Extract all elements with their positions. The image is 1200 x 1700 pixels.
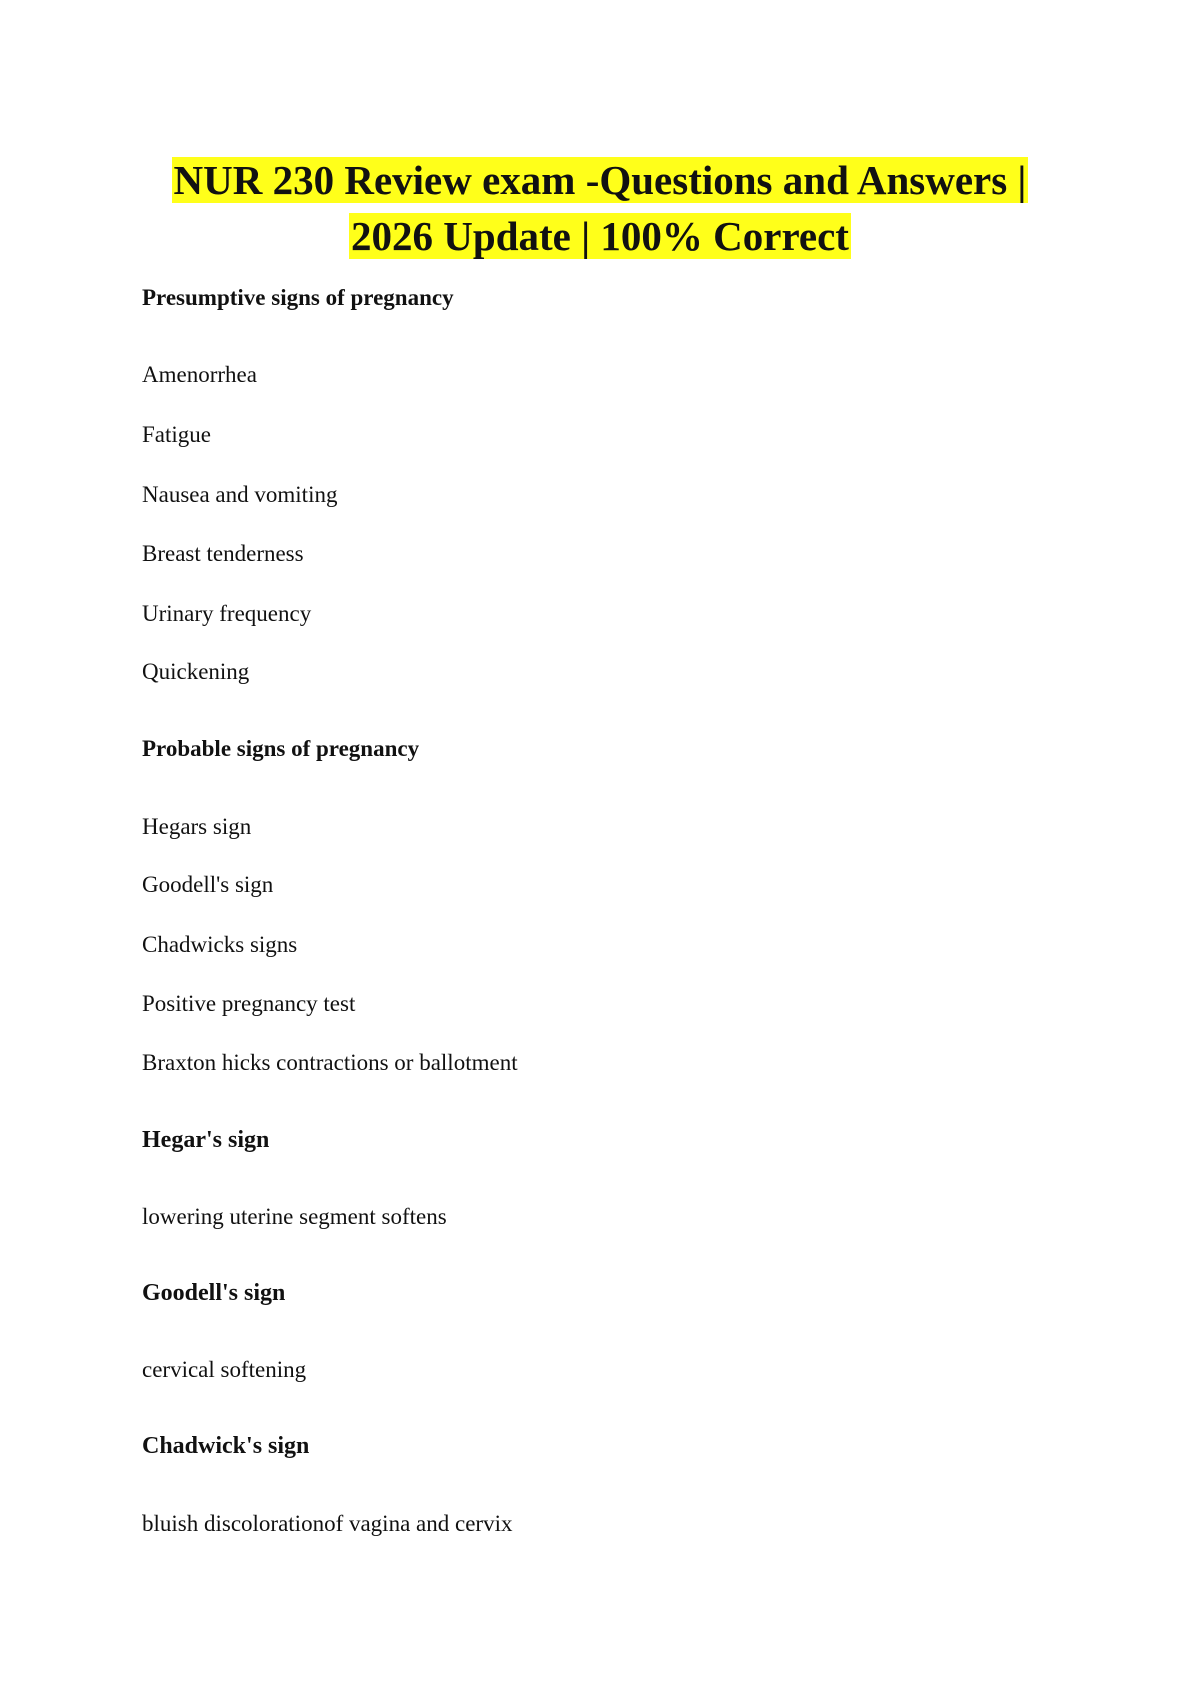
answer-item: Nausea and vomiting — [142, 482, 338, 507]
question-chadwicks-sign: Chadwick's sign — [142, 1433, 310, 1459]
answer-item: Positive pregnancy test — [142, 991, 356, 1016]
document-title — [100, 152, 1100, 264]
title-line-1: NUR 230 Review exam -Questions and Answers | — [173, 157, 1027, 203]
answer-item: Breast tenderness — [142, 541, 304, 566]
question-probable-signs: Probable signs of pregnancy — [142, 736, 420, 761]
answer-item: Chadwicks signs — [142, 932, 298, 957]
answer-item: lowering uterine segment softens — [142, 1204, 447, 1229]
answer-item: Urinary frequency — [142, 601, 312, 626]
question-presumptive-signs: Presumptive signs of pregnancy — [142, 285, 454, 310]
answer-item: Quickening — [142, 659, 250, 684]
question-hegars-sign: Hegar's sign — [142, 1127, 270, 1153]
answer-item: Amenorrhea — [142, 362, 257, 387]
answer-item: Braxton hicks contractions or ballotment — [142, 1050, 518, 1075]
answer-item: Fatigue — [142, 422, 211, 447]
answer-item: Goodell's sign — [142, 872, 274, 897]
title-line-2: 2026 Update | 100% Correct — [351, 213, 849, 259]
question-goodells-sign: Goodell's sign — [142, 1280, 286, 1306]
answer-item: bluish discolorationof vagina and cervix — [142, 1511, 513, 1536]
answer-item: Hegars sign — [142, 814, 252, 839]
answer-item: cervical softening — [142, 1357, 307, 1382]
